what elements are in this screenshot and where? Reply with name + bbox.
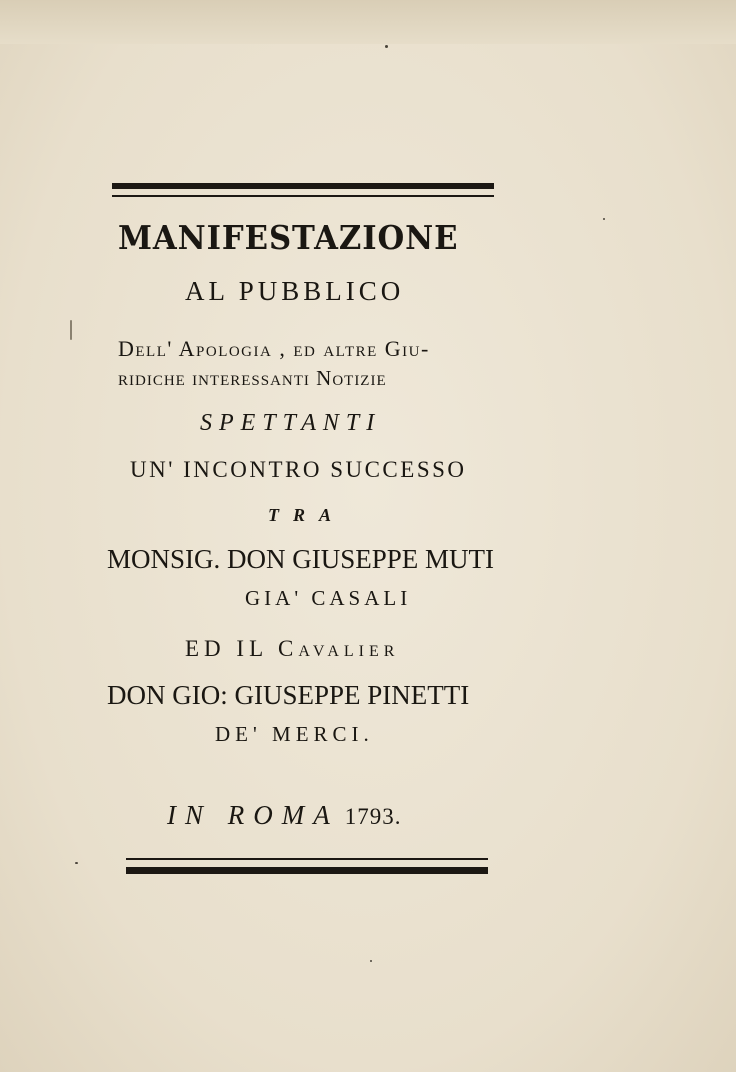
paper-speck — [603, 218, 605, 220]
page-top-edge — [0, 0, 736, 44]
party-1-alias: GIA' CASALI — [245, 586, 412, 610]
paper-speck — [75, 862, 78, 864]
description-line-2: ridiche interessanti Notizie — [118, 366, 387, 390]
paper-speck — [370, 960, 372, 962]
top-rule-thin — [112, 195, 494, 197]
conjunction-line: ED IL Cavalier — [185, 636, 400, 661]
subtitle: AL PUBBLICO — [185, 276, 405, 306]
imprint-place: IN ROMA — [167, 800, 339, 830]
book-title: MANIFESTAZIONE — [118, 218, 459, 257]
description-line-1: Dell' Apologia , ed altre Giu- — [118, 336, 430, 361]
party-2-name: DON GIO: GIUSEPPE PINETTI — [107, 680, 470, 710]
bottom-rule-thin — [126, 858, 488, 860]
party-2-alias: DE' MERCI. — [215, 722, 374, 746]
imprint-year: 1793. — [344, 804, 402, 829]
party-1-name: MONSIG. DON GIUSEPPE MUTI — [107, 544, 495, 574]
spettanti-line: SPETTANTI — [200, 410, 382, 436]
top-rule-thick — [112, 183, 494, 189]
tra-line: TRA — [268, 505, 346, 525]
paper-speck — [385, 45, 388, 48]
incontro-line: UN' INCONTRO SUCCESSO — [130, 457, 467, 482]
imprint — [167, 800, 487, 831]
bottom-rule-thick — [126, 867, 488, 874]
paper-speck — [70, 320, 72, 340]
